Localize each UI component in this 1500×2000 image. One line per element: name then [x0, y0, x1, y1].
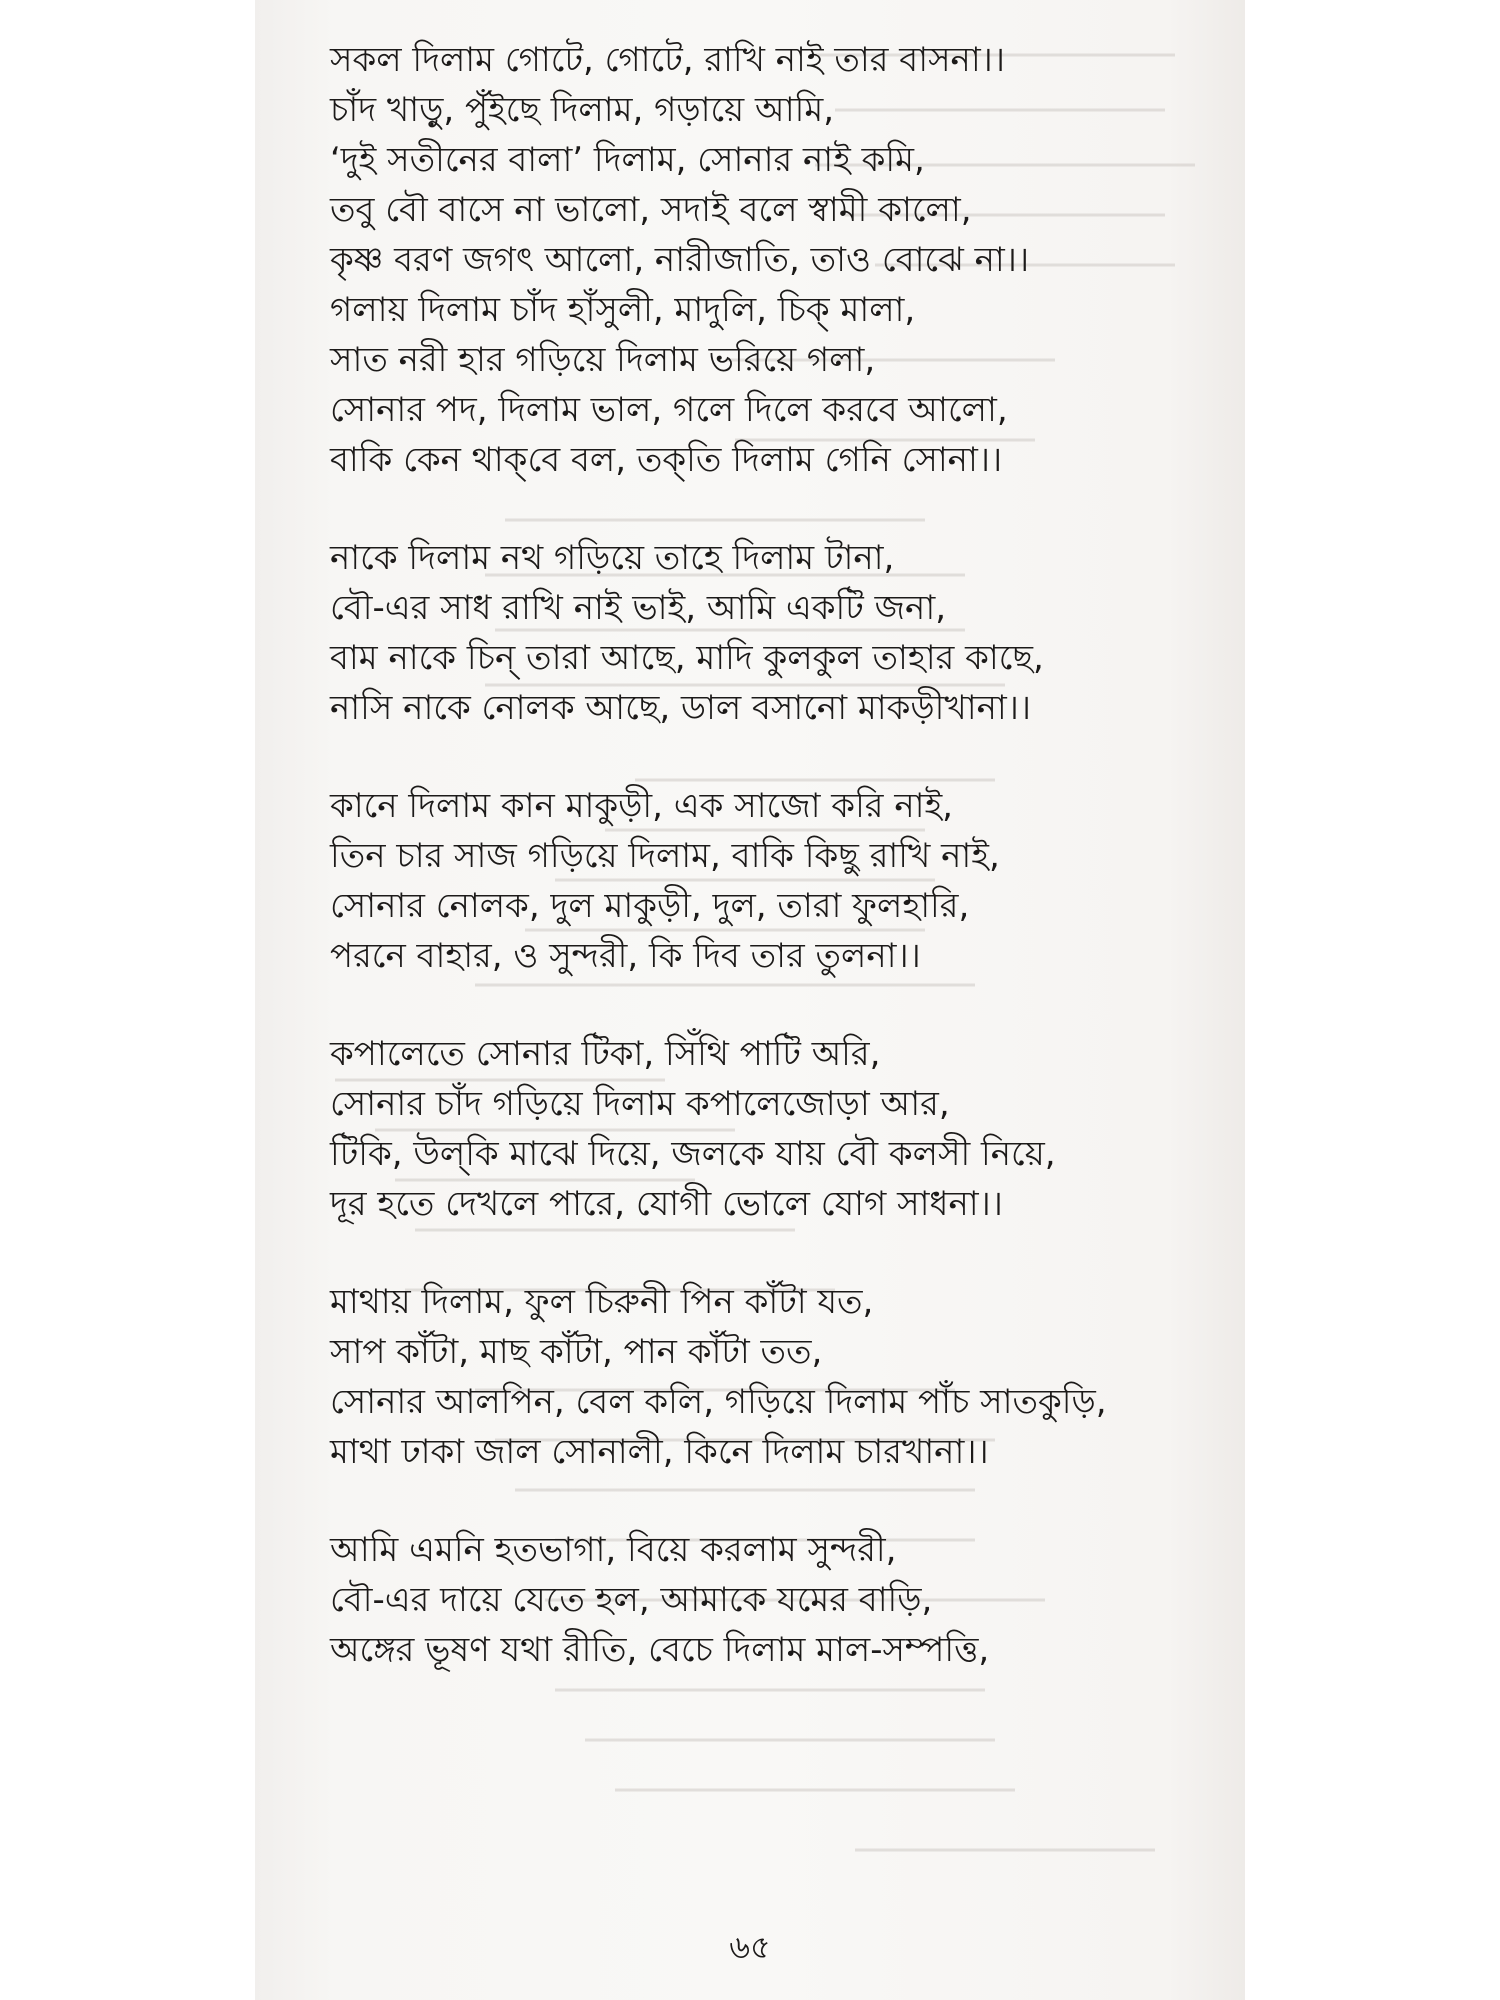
poem-line: মাথায় দিলাম, ফুল চিরুনী পিন কাঁটা যত,: [330, 1282, 874, 1322]
poem-line: সকল দিলাম গোটে, গোটে, রাখি নাই তার বাসনা।।: [330, 40, 1006, 80]
poem-line: মাথা ঢাকা জাল সোনালী, কিনে দিলাম চারখানা।।: [330, 1432, 989, 1472]
poem-line: অঙ্গের ভূষণ যথা রীতি, বেচে দিলাম মাল-সম্পত্তি,: [330, 1630, 990, 1670]
stanza: [330, 1029, 1210, 1229]
poem-line: সোনার আলপিন, বেল কলি, গড়িয়ে দিলাম পাঁচ সাতকুড়ি,: [330, 1382, 1107, 1422]
poem-line: দূর হতে দেখলে পারে, যোগী ভোলে যোগ সাধনা।।: [330, 1184, 1003, 1224]
stanza: [330, 781, 1210, 981]
stanza: [330, 533, 1210, 733]
page-number: ৬৫: [729, 1928, 771, 1966]
poem-line: গলায় দিলাম চাঁদ হাঁসুলী, মাদুলি, চিক্ মালা,: [330, 290, 916, 330]
poem-text: [330, 35, 1210, 1723]
poem-line: কানে দিলাম কান মাকুড়ী, এক সাজো করি নাই,: [330, 786, 953, 826]
poem-line: সোনার পদ, দিলাম ভাল, গলে দিলে করবে আলো,: [330, 390, 1008, 430]
poem-line: নাসি নাকে নোলক আছে, ডাল বসানো মাকড়ীখানা।।: [330, 688, 1032, 728]
stanza: [330, 1277, 1210, 1477]
poem-line: ‘দুই সতীনের বালা’ দিলাম, সোনার নাই কমি,: [330, 140, 925, 180]
poem-line: বাম নাকে চিন্ তারা আছে, মাদি কুলকুল তাহার কাছে,: [330, 638, 1044, 678]
poem-line: সোনার চাঁদ গড়িয়ে দিলাম কপালেজোড়া আর,: [330, 1084, 950, 1124]
stanza: [330, 35, 1210, 485]
poem-line: পরনে বাহার, ও সুন্দরী, কি দিব তার তুলনা।।: [330, 936, 921, 976]
poem-line: তিন চার সাজ গড়িয়ে দিলাম, বাকি কিছু রাখি নাই,: [330, 836, 1000, 876]
poem-line: টিকি, উল্‌কি মাঝে দিয়ে, জলকে যায় বৌ কলসী নিয়ে,: [330, 1134, 1056, 1174]
stanza: [330, 1525, 1210, 1675]
poem-line: সাত নরী হার গড়িয়ে দিলাম ভরিয়ে গলা,: [330, 340, 876, 380]
poem-line: সোনার নোলক, দুল মাকুড়ী, দুল, তারা ফুলহারি,: [330, 886, 970, 926]
poem-line: সাপ কাঁটা, মাছ কাঁটা, পান কাঁটা তত,: [330, 1332, 823, 1372]
poem-line: কপালেতে সোনার টিকা, সিঁথি পাটি অরি,: [330, 1034, 881, 1074]
poem-line: বৌ-এর দায়ে যেতে হল, আমাকে যমের বাড়ি,: [330, 1580, 933, 1620]
poem-line: বৌ-এর সাধ রাখি নাই ভাই, আমি একটি জনা,: [330, 588, 947, 628]
poem-line: তবু বৌ বাসে না ভালো, সদাই বলে স্বামী কালো,: [330, 190, 972, 230]
poem-line: নাকে দিলাম নথ গড়িয়ে তাহে দিলাম টানা,: [330, 538, 895, 578]
poem-line: বাকি কেন থাক্‌বে বল, তক্‌তি দিলাম গেনি সোনা।।: [330, 440, 1003, 480]
poem-line: কৃষ্ণ বরণ জগৎ আলো, নারীজাতি, তাও বোঝে না।।: [330, 240, 1030, 280]
poem-line: চাঁদ খাড়ু, পুঁইছে দিলাম, গড়ায়ে আমি,: [330, 90, 835, 130]
poem-line: আমি এমনি হতভাগা, বিয়ে করলাম সুন্দরী,: [330, 1530, 897, 1570]
